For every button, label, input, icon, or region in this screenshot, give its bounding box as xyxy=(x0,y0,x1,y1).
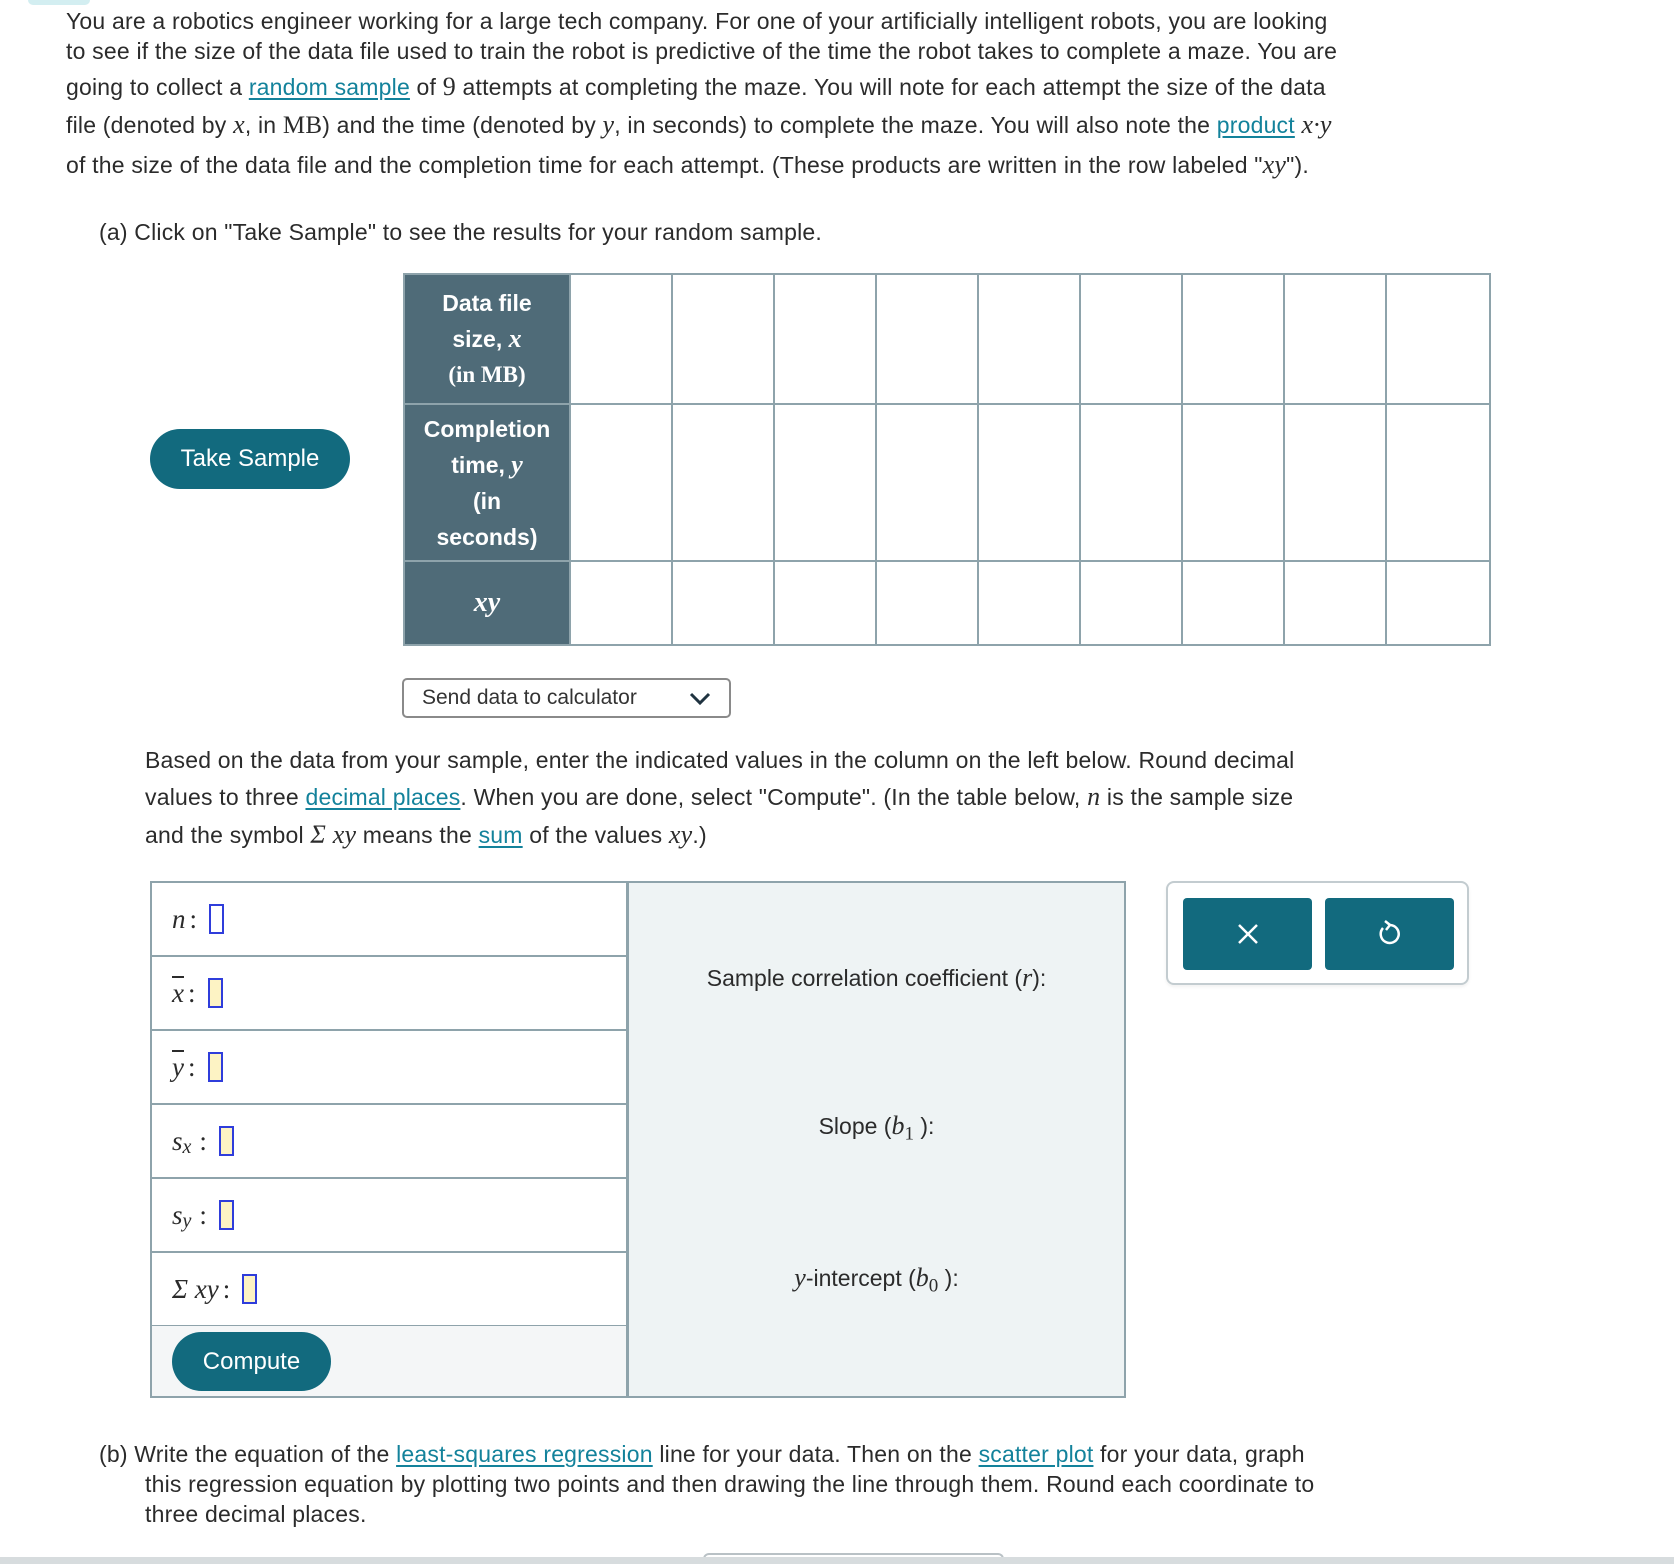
xy-cell-6 xyxy=(1080,561,1182,645)
y-cell-5 xyxy=(978,404,1080,561)
intro-line-1: You are a robotics engineer working for a large tech company. For one of your artificially intelligent robots, you are looking xyxy=(66,8,1328,34)
row-header-xy: xy xyxy=(404,561,570,645)
part-a-prompt: (a) Click on "Take Sample" to see the results for your random sample. xyxy=(99,219,822,245)
xy-cell-9 xyxy=(1386,561,1490,645)
chevron-down-icon xyxy=(689,690,711,706)
part-b-line-2: this regression equation by plotting two points and then drawing the line through them. Round each coordinate to xyxy=(145,1471,1315,1497)
y-cell-1 xyxy=(570,404,672,561)
xy-cell-8 xyxy=(1284,561,1386,645)
x-cell-3 xyxy=(774,274,876,404)
x-cell-8 xyxy=(1284,274,1386,404)
send-data-select[interactable] xyxy=(402,678,731,718)
sx-input[interactable] xyxy=(219,1126,234,1156)
compute-button[interactable]: Compute xyxy=(172,1332,331,1391)
stats-input-panel xyxy=(150,881,628,1398)
least-squares-link[interactable]: least-squares regression xyxy=(396,1441,653,1467)
random-sample-link[interactable]: random sample xyxy=(248,74,410,100)
product-link[interactable]: product xyxy=(1216,112,1295,138)
intro-line-3: going to collect a random sample of 9 attempts at completing the maze. You will note for each attempt the size of the data xyxy=(66,72,1326,101)
scatter-plot-link[interactable]: scatter plot xyxy=(978,1441,1094,1467)
part-b-line-3: three decimal places. xyxy=(145,1501,367,1527)
sumxy-input[interactable] xyxy=(242,1274,257,1304)
compute-footer xyxy=(152,1326,626,1396)
bottom-scroll-edge xyxy=(0,1557,1674,1564)
stat-row-n: n : xyxy=(152,883,626,957)
xy-cell-7 xyxy=(1182,561,1284,645)
table-row-xy xyxy=(404,561,1490,645)
slope-label: Slope ($b_1$ ): xyxy=(818,1111,935,1145)
xy-cell-2 xyxy=(672,561,774,645)
xy-cell-3 xyxy=(774,561,876,645)
x-cell-6 xyxy=(1080,274,1182,404)
y-cell-4 xyxy=(876,404,978,561)
stat-row-sx: s $_x$ : xyxy=(152,1105,626,1179)
decimal-places-link[interactable]: decimal places xyxy=(305,784,461,810)
x-cell-5 xyxy=(978,274,1080,404)
stat-row-sumxy: Σ xy : xyxy=(152,1253,626,1327)
instructions-line-1: Based on the data from your sample, enter the indicated values in the column on the left below. Round decimal xyxy=(145,747,1295,773)
instructions-line-2: values to three decimal places. When you are done, select "Compute". (In the table below, n is the sample size xyxy=(145,782,1294,811)
stat-row-xbar: $\overline{x}$ : xyxy=(152,957,626,1031)
intro-line-5: of the size of the data file and the completion time for each attempt. (These products are written in the row labeled "xy"). xyxy=(66,150,1309,179)
x-cell-2 xyxy=(672,274,774,404)
xbar-input[interactable] xyxy=(208,978,223,1008)
clear-button[interactable] xyxy=(1183,898,1312,970)
answer-toolbox xyxy=(1166,881,1469,985)
stat-row-ybar: $\overline{y}$ : xyxy=(152,1031,626,1105)
sy-input[interactable] xyxy=(219,1200,234,1230)
sum-link[interactable]: sum xyxy=(478,822,523,848)
y-cell-3 xyxy=(774,404,876,561)
x-cell-7 xyxy=(1182,274,1284,404)
row-header-completion-time: Completion time, y (in seconds) xyxy=(404,404,570,561)
undo-icon xyxy=(1377,920,1403,948)
intro-line-2: to see if the size of the data file used to train the robot is predictive of the time the robot takes to complete a maze. You are xyxy=(66,38,1338,64)
sample-table xyxy=(403,273,1491,646)
x-cell-1 xyxy=(570,274,672,404)
y-cell-8 xyxy=(1284,404,1386,561)
ybar-input[interactable] xyxy=(208,1052,223,1082)
y-cell-7 xyxy=(1182,404,1284,561)
correlation-label: Sample correlation coefficient (r): xyxy=(706,963,1047,992)
stat-row-sy: s $_y$ : xyxy=(152,1179,626,1253)
x-cell-9 xyxy=(1386,274,1490,404)
n-input[interactable] xyxy=(209,904,224,934)
results-panel xyxy=(627,881,1126,1398)
undo-button[interactable] xyxy=(1325,898,1454,970)
top-tab-strip xyxy=(28,0,90,5)
y-cell-2 xyxy=(672,404,774,561)
take-sample-button[interactable]: Take Sample xyxy=(150,429,350,489)
table-row-y xyxy=(404,404,1490,561)
x-icon xyxy=(1236,922,1260,946)
intercept-label: y-intercept ($b_0$ ): xyxy=(794,1263,959,1297)
send-data-label: Send data to calculator xyxy=(422,686,637,709)
y-cell-9 xyxy=(1386,404,1490,561)
intro-line-4: file (denoted by x, in MB) and the time (denoted by y, in seconds) to complete the maze. You will also note the product x·y xyxy=(66,110,1332,139)
row-header-data-file-size: Data file size, x (in MB) xyxy=(404,274,570,404)
part-b-line-1: (b) Write the equation of the least-squares regression line for your data. Then on the scatter plot for your data, graph xyxy=(99,1441,1305,1467)
y-cell-6 xyxy=(1080,404,1182,561)
xy-cell-1 xyxy=(570,561,672,645)
xy-cell-4 xyxy=(876,561,978,645)
xy-cell-5 xyxy=(978,561,1080,645)
x-cell-4 xyxy=(876,274,978,404)
instructions-line-3: and the symbol Σ xy means the sum of the values xy.) xyxy=(145,820,707,849)
table-row-x xyxy=(404,274,1490,404)
